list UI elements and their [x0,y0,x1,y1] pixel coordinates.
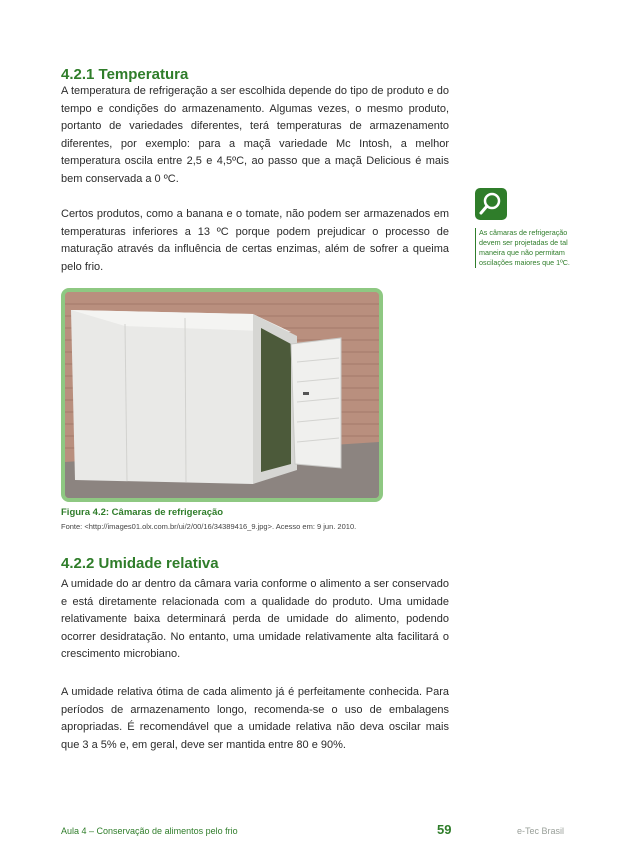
figure-refrigeration-chamber [61,288,383,502]
footer-brand: e-Tec Brasil [517,826,565,836]
paragraph-temperatura-1: A temperatura de refrigeração a ser escolhida depende do tipo de produto e do tempo e condições do armazenamento. Algumas vezes, o mesmo produto, portanto de variedades diferentes, terá temperaturas de armazenamento diferentes, por exemplo: para a maçã variedade Mc Intosh, a melhor temperatura oscila entre 2,5 e 4,5ºC, ao passo que a maçã Delicious é mais bem conservada a 0 ºC. [61,85,449,185]
side-note: As câmaras de refrigeração devem ser projetadas de tal maneira que não permitam oscilações maiores que 1ºC. [475,228,588,268]
magnifier-icon [475,188,507,220]
figure-source: Fonte: <http://images01.olx.com.br/ui/2/00/16/34389416_9.jpg>. Acesso em: 9 jun. 2010. [61,522,357,531]
footer-chapter: Aula 4 – Conservação de alimentos pelo frio [61,826,238,836]
section-heading-temperatura: 4.2.1 Temperatura [61,66,189,83]
refrigeration-chamber-image [65,292,379,498]
paragraph-umidade-1: A umidade do ar dentro da câmara varia conforme o alimento a ser conservado e está diretamente relacionada com a qualidade do produto. Uma umidade relativamente baixa determinará perda de umidade do alimento, podendo ocorrer desidratação. No entanto, uma umidade relativamente alta facilitará o crescimento microbiano. [61,578,449,661]
section-heading-umidade: 4.2.2 Umidade relativa [61,555,219,572]
paragraph-temperatura-2: Certos produtos, como a banana e o tomate, não podem ser armazenados em temperaturas inferiores a 13 ºC porque podem prejudicar o processo de maturação através da influência de certas enzimas, além de sofrer a queima pelo frio. [61,208,449,273]
paragraph-umidade-2: A umidade relativa ótima de cada alimento já é perfeitamente conhecida. Para períodos de armazenamento longo, recomenda-se o uso de embalagens apropriadas. É recomendável que a umidade relativa não deva oscilar mais que 3 a 5% e, em geral, deve ser mantida entre 80 e 90%. [61,686,449,751]
page-number: 59 [437,822,452,837]
figure-caption: Figura 4.2: Câmaras de refrigeração [61,507,224,518]
